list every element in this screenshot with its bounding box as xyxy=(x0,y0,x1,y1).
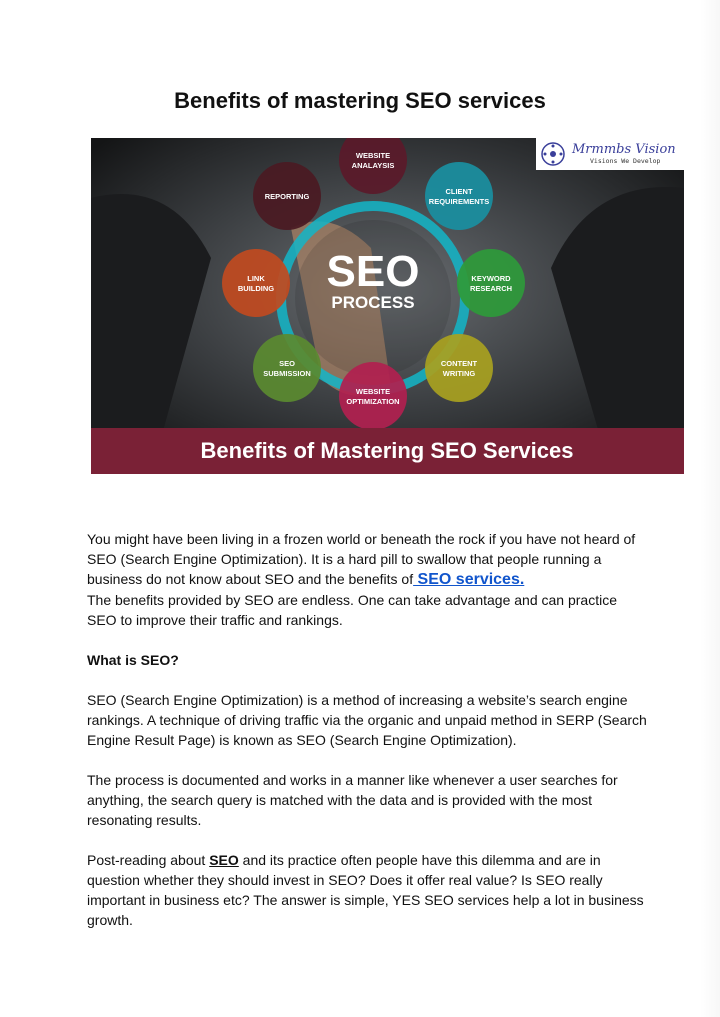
intro-text-b: The benefits provided by SEO are endless. One can take advantage and can practice SEO to improve their traffic and rankings. xyxy=(87,592,617,628)
banner-text: Benefits of Mastering SEO Services xyxy=(200,438,574,463)
paragraph-post-reading xyxy=(87,850,647,930)
brand-logo xyxy=(536,138,684,170)
process-node-label: REQUIREMENTS xyxy=(428,197,490,206)
process-node-circle xyxy=(222,249,290,317)
center-small-text: PROCESS xyxy=(331,293,415,312)
process-node-label: SUBMISSION xyxy=(263,369,311,378)
logo-tagline: Visions We Develop xyxy=(590,157,661,166)
process-node-circle xyxy=(425,334,493,402)
process-node-label: OPTIMIZATION xyxy=(346,397,400,406)
paragraph-what-is-seo: SEO (Search Engine Optimization) is a method of increasing a website’s search engine rankings. A technique of driving traffic via the organic and unpaid method in SERP (Search Engine Result Page) is known as SEO (Search Engine Optimization). xyxy=(87,692,647,748)
process-node-label: BUILDING xyxy=(237,284,275,293)
process-node-label: REPORTING xyxy=(264,192,310,201)
process-node-label: KEYWORD xyxy=(471,274,511,283)
paragraph-process: The process is documented and works in a manner like whenever a user searches for anything, the search query is matched with the data and is provided with the most resonating results. xyxy=(87,772,618,828)
logo-icon xyxy=(540,141,566,167)
section-heading: What is SEO? xyxy=(87,652,179,668)
paragraph-intro xyxy=(87,529,647,630)
page-title: Benefits of mastering SEO services xyxy=(174,88,546,113)
process-node-label: WEBSITE xyxy=(355,387,391,396)
process-node-label: LINK xyxy=(247,274,265,283)
process-node-label: RESEARCH xyxy=(469,284,513,293)
intro-text-a: You might have been living in a frozen world or beneath the rock if you have not heard of SEO (Search Engine Optimization). It is a hard pill to swallow that people running a business do not know about SEO and the benefits of xyxy=(87,531,636,587)
process-node-circle xyxy=(457,249,525,317)
page-edge-shade xyxy=(700,0,720,1017)
process-node-label: WRITING xyxy=(442,369,476,378)
logo-name: Mrmmbs Vision xyxy=(572,142,676,158)
process-node-circle xyxy=(425,162,493,230)
center-big-text: SEO xyxy=(326,247,420,296)
post-text-a: Post-reading about xyxy=(87,852,210,868)
process-node-circle xyxy=(339,362,407,430)
hero-image xyxy=(91,138,684,474)
process-node-label: CONTENT xyxy=(440,359,478,368)
process-node-label: CLIENT xyxy=(445,187,473,196)
seo-services-link[interactable]: SEO services. xyxy=(413,571,525,588)
seo-link[interactable]: SEO xyxy=(209,852,239,868)
process-node-label: WEBSITE xyxy=(355,151,391,160)
process-node-label: SEO xyxy=(279,359,295,368)
seo-process-graphic xyxy=(91,138,684,474)
article-body xyxy=(87,529,647,930)
process-node-label: ANALAYSIS xyxy=(351,161,395,170)
post-text-b: and its practice often people have this dilemma and are in question whether they should invest in SEO? Does it offer real value? Is SEO really important in business etc? The answer is simple, YES SEO services help a lot in business growth. xyxy=(87,852,644,928)
process-node-circle xyxy=(253,334,321,402)
